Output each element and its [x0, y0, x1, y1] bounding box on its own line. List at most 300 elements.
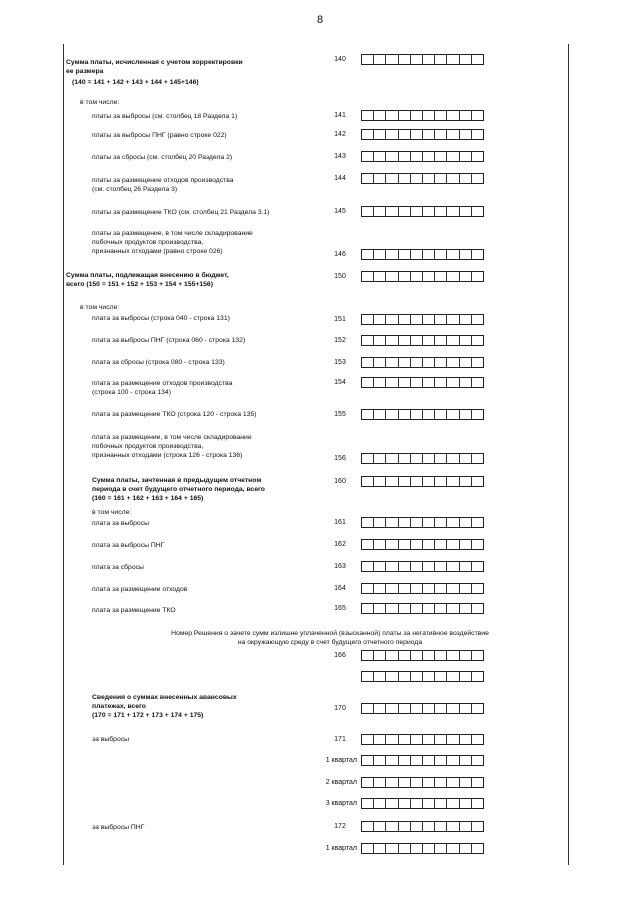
digit-cell[interactable] — [386, 844, 398, 853]
digit-cell[interactable] — [386, 152, 398, 161]
digit-cell[interactable] — [472, 778, 483, 787]
digit-cell[interactable] — [472, 358, 483, 367]
digit-cell[interactable] — [399, 584, 411, 593]
digit-cell[interactable] — [399, 651, 411, 660]
digit-cell[interactable] — [411, 410, 423, 419]
digit-cell[interactable] — [435, 55, 447, 64]
digit-cell[interactable] — [411, 735, 423, 744]
digit-cell[interactable] — [447, 410, 459, 419]
digit-cell[interactable] — [362, 518, 374, 527]
amount-field-155[interactable] — [361, 409, 484, 420]
digit-cell[interactable] — [411, 207, 423, 216]
digit-cell[interactable] — [399, 111, 411, 120]
digit-cell[interactable] — [460, 672, 472, 681]
digit-cell[interactable] — [411, 822, 423, 831]
digit-cell[interactable] — [447, 454, 459, 463]
digit-cell[interactable] — [447, 584, 459, 593]
digit-cell[interactable] — [362, 540, 374, 549]
digit-cell[interactable] — [386, 651, 398, 660]
digit-cell[interactable] — [374, 540, 386, 549]
digit-cell[interactable] — [386, 111, 398, 120]
digit-cell[interactable] — [411, 756, 423, 765]
digit-cell[interactable] — [447, 315, 459, 324]
digit-cell[interactable] — [411, 562, 423, 571]
decision-number-field-2[interactable] — [361, 671, 484, 682]
digit-cell[interactable] — [362, 704, 374, 713]
amount-field-171[interactable] — [361, 734, 484, 745]
digit-cell[interactable] — [423, 250, 435, 259]
digit-cell[interactable] — [362, 604, 374, 613]
digit-cell[interactable] — [435, 336, 447, 345]
digit-cell[interactable] — [374, 822, 386, 831]
digit-cell[interactable] — [362, 756, 374, 765]
digit-cell[interactable] — [399, 378, 411, 387]
digit-cell[interactable] — [472, 672, 483, 681]
digit-cell[interactable] — [362, 778, 374, 787]
digit-cell[interactable] — [399, 844, 411, 853]
digit-cell[interactable] — [386, 315, 398, 324]
amount-field-163[interactable] — [361, 561, 484, 572]
digit-cell[interactable] — [374, 477, 386, 486]
digit-cell[interactable] — [435, 844, 447, 853]
digit-cell[interactable] — [423, 378, 435, 387]
digit-cell[interactable] — [362, 111, 374, 120]
digit-cell[interactable] — [423, 130, 435, 139]
digit-cell[interactable] — [362, 477, 374, 486]
digit-cell[interactable] — [423, 336, 435, 345]
digit-cell[interactable] — [435, 735, 447, 744]
digit-cell[interactable] — [399, 358, 411, 367]
digit-cell[interactable] — [362, 454, 374, 463]
amount-field-170[interactable] — [361, 703, 484, 714]
digit-cell[interactable] — [460, 584, 472, 593]
digit-cell[interactable] — [460, 822, 472, 831]
digit-cell[interactable] — [374, 454, 386, 463]
amount-field-3-квартал[interactable] — [361, 798, 484, 809]
amount-field-161[interactable] — [361, 517, 484, 528]
digit-cell[interactable] — [447, 336, 459, 345]
digit-cell[interactable] — [386, 378, 398, 387]
digit-cell[interactable] — [399, 315, 411, 324]
digit-cell[interactable] — [460, 358, 472, 367]
digit-cell[interactable] — [423, 174, 435, 183]
amount-field-141[interactable] — [361, 110, 484, 121]
digit-cell[interactable] — [447, 111, 459, 120]
digit-cell[interactable] — [411, 315, 423, 324]
amount-field-145[interactable] — [361, 206, 484, 217]
digit-cell[interactable] — [411, 584, 423, 593]
digit-cell[interactable] — [374, 315, 386, 324]
digit-cell[interactable] — [374, 55, 386, 64]
digit-cell[interactable] — [386, 410, 398, 419]
digit-cell[interactable] — [374, 584, 386, 593]
digit-cell[interactable] — [435, 651, 447, 660]
digit-cell[interactable] — [374, 562, 386, 571]
digit-cell[interactable] — [374, 844, 386, 853]
digit-cell[interactable] — [435, 604, 447, 613]
digit-cell[interactable] — [435, 152, 447, 161]
digit-cell[interactable] — [447, 672, 459, 681]
digit-cell[interactable] — [460, 130, 472, 139]
digit-cell[interactable] — [374, 358, 386, 367]
digit-cell[interactable] — [362, 152, 374, 161]
digit-cell[interactable] — [411, 778, 423, 787]
amount-field-153[interactable] — [361, 357, 484, 368]
digit-cell[interactable] — [399, 735, 411, 744]
digit-cell[interactable] — [374, 378, 386, 387]
digit-cell[interactable] — [447, 130, 459, 139]
digit-cell[interactable] — [435, 272, 447, 281]
digit-cell[interactable] — [447, 477, 459, 486]
digit-cell[interactable] — [362, 584, 374, 593]
digit-cell[interactable] — [374, 672, 386, 681]
digit-cell[interactable] — [472, 410, 483, 419]
digit-cell[interactable] — [460, 378, 472, 387]
digit-cell[interactable] — [447, 562, 459, 571]
digit-cell[interactable] — [386, 207, 398, 216]
digit-cell[interactable] — [460, 410, 472, 419]
digit-cell[interactable] — [447, 518, 459, 527]
digit-cell[interactable] — [435, 704, 447, 713]
digit-cell[interactable] — [472, 378, 483, 387]
amount-field-172[interactable] — [361, 821, 484, 832]
digit-cell[interactable] — [447, 756, 459, 765]
digit-cell[interactable] — [386, 174, 398, 183]
digit-cell[interactable] — [472, 174, 483, 183]
amount-field-142[interactable] — [361, 129, 484, 140]
digit-cell[interactable] — [435, 822, 447, 831]
digit-cell[interactable] — [435, 111, 447, 120]
digit-cell[interactable] — [435, 250, 447, 259]
amount-field-160[interactable] — [361, 476, 484, 487]
digit-cell[interactable] — [362, 844, 374, 853]
digit-cell[interactable] — [460, 454, 472, 463]
amount-field-150[interactable] — [361, 271, 484, 282]
digit-cell[interactable] — [374, 111, 386, 120]
digit-cell[interactable] — [472, 55, 483, 64]
digit-cell[interactable] — [386, 562, 398, 571]
digit-cell[interactable] — [399, 410, 411, 419]
amount-field-140[interactable] — [361, 54, 484, 65]
digit-cell[interactable] — [447, 250, 459, 259]
digit-cell[interactable] — [447, 704, 459, 713]
digit-cell[interactable] — [423, 704, 435, 713]
digit-cell[interactable] — [399, 55, 411, 64]
digit-cell[interactable] — [472, 604, 483, 613]
amount-field-1-квартал[interactable] — [361, 755, 484, 766]
digit-cell[interactable] — [447, 778, 459, 787]
digit-cell[interactable] — [472, 454, 483, 463]
digit-cell[interactable] — [472, 822, 483, 831]
digit-cell[interactable] — [435, 672, 447, 681]
digit-cell[interactable] — [423, 822, 435, 831]
digit-cell[interactable] — [399, 778, 411, 787]
digit-cell[interactable] — [374, 336, 386, 345]
amount-field-152[interactable] — [361, 335, 484, 346]
digit-cell[interactable] — [411, 55, 423, 64]
digit-cell[interactable] — [435, 315, 447, 324]
digit-cell[interactable] — [399, 518, 411, 527]
digit-cell[interactable] — [472, 756, 483, 765]
digit-cell[interactable] — [472, 111, 483, 120]
digit-cell[interactable] — [386, 778, 398, 787]
digit-cell[interactable] — [423, 604, 435, 613]
digit-cell[interactable] — [362, 55, 374, 64]
digit-cell[interactable] — [386, 336, 398, 345]
digit-cell[interactable] — [411, 604, 423, 613]
digit-cell[interactable] — [460, 518, 472, 527]
digit-cell[interactable] — [386, 358, 398, 367]
digit-cell[interactable] — [362, 672, 374, 681]
digit-cell[interactable] — [460, 336, 472, 345]
digit-cell[interactable] — [411, 130, 423, 139]
digit-cell[interactable] — [411, 651, 423, 660]
digit-cell[interactable] — [399, 562, 411, 571]
digit-cell[interactable] — [374, 799, 386, 808]
amount-field-162[interactable] — [361, 539, 484, 550]
digit-cell[interactable] — [362, 250, 374, 259]
digit-cell[interactable] — [386, 822, 398, 831]
digit-cell[interactable] — [460, 250, 472, 259]
digit-cell[interactable] — [460, 315, 472, 324]
digit-cell[interactable] — [362, 272, 374, 281]
digit-cell[interactable] — [374, 152, 386, 161]
digit-cell[interactable] — [472, 250, 483, 259]
digit-cell[interactable] — [374, 174, 386, 183]
digit-cell[interactable] — [472, 735, 483, 744]
digit-cell[interactable] — [374, 778, 386, 787]
digit-cell[interactable] — [399, 207, 411, 216]
digit-cell[interactable] — [411, 704, 423, 713]
digit-cell[interactable] — [362, 207, 374, 216]
digit-cell[interactable] — [362, 735, 374, 744]
digit-cell[interactable] — [399, 272, 411, 281]
digit-cell[interactable] — [411, 272, 423, 281]
digit-cell[interactable] — [447, 152, 459, 161]
digit-cell[interactable] — [460, 477, 472, 486]
digit-cell[interactable] — [447, 604, 459, 613]
digit-cell[interactable] — [472, 704, 483, 713]
digit-cell[interactable] — [374, 651, 386, 660]
amount-field-156[interactable] — [361, 453, 484, 464]
digit-cell[interactable] — [423, 410, 435, 419]
digit-cell[interactable] — [423, 584, 435, 593]
digit-cell[interactable] — [399, 152, 411, 161]
digit-cell[interactable] — [435, 562, 447, 571]
digit-cell[interactable] — [399, 174, 411, 183]
digit-cell[interactable] — [472, 130, 483, 139]
digit-cell[interactable] — [374, 518, 386, 527]
digit-cell[interactable] — [435, 378, 447, 387]
digit-cell[interactable] — [423, 152, 435, 161]
digit-cell[interactable] — [374, 410, 386, 419]
amount-field-144[interactable] — [361, 173, 484, 184]
digit-cell[interactable] — [386, 799, 398, 808]
digit-cell[interactable] — [374, 130, 386, 139]
digit-cell[interactable] — [472, 315, 483, 324]
digit-cell[interactable] — [447, 207, 459, 216]
digit-cell[interactable] — [435, 454, 447, 463]
digit-cell[interactable] — [374, 604, 386, 613]
amount-field-143[interactable] — [361, 151, 484, 162]
digit-cell[interactable] — [374, 207, 386, 216]
digit-cell[interactable] — [386, 735, 398, 744]
digit-cell[interactable] — [423, 562, 435, 571]
digit-cell[interactable] — [399, 799, 411, 808]
digit-cell[interactable] — [447, 735, 459, 744]
amount-field-165[interactable] — [361, 603, 484, 614]
digit-cell[interactable] — [423, 778, 435, 787]
digit-cell[interactable] — [386, 672, 398, 681]
amount-field-154[interactable] — [361, 377, 484, 388]
digit-cell[interactable] — [411, 799, 423, 808]
digit-cell[interactable] — [411, 454, 423, 463]
digit-cell[interactable] — [435, 410, 447, 419]
digit-cell[interactable] — [374, 272, 386, 281]
digit-cell[interactable] — [447, 378, 459, 387]
digit-cell[interactable] — [386, 272, 398, 281]
digit-cell[interactable] — [386, 704, 398, 713]
digit-cell[interactable] — [362, 315, 374, 324]
digit-cell[interactable] — [460, 111, 472, 120]
digit-cell[interactable] — [472, 562, 483, 571]
digit-cell[interactable] — [362, 651, 374, 660]
digit-cell[interactable] — [362, 130, 374, 139]
digit-cell[interactable] — [472, 540, 483, 549]
digit-cell[interactable] — [435, 130, 447, 139]
digit-cell[interactable] — [411, 378, 423, 387]
digit-cell[interactable] — [447, 55, 459, 64]
digit-cell[interactable] — [386, 584, 398, 593]
digit-cell[interactable] — [472, 152, 483, 161]
digit-cell[interactable] — [423, 111, 435, 120]
digit-cell[interactable] — [460, 207, 472, 216]
digit-cell[interactable] — [411, 174, 423, 183]
digit-cell[interactable] — [447, 174, 459, 183]
digit-cell[interactable] — [423, 540, 435, 549]
digit-cell[interactable] — [362, 799, 374, 808]
digit-cell[interactable] — [472, 207, 483, 216]
digit-cell[interactable] — [399, 540, 411, 549]
digit-cell[interactable] — [435, 799, 447, 808]
digit-cell[interactable] — [386, 250, 398, 259]
digit-cell[interactable] — [362, 410, 374, 419]
digit-cell[interactable] — [399, 454, 411, 463]
digit-cell[interactable] — [435, 207, 447, 216]
digit-cell[interactable] — [472, 584, 483, 593]
digit-cell[interactable] — [423, 55, 435, 64]
digit-cell[interactable] — [447, 844, 459, 853]
digit-cell[interactable] — [362, 336, 374, 345]
digit-cell[interactable] — [435, 540, 447, 549]
digit-cell[interactable] — [362, 822, 374, 831]
amount-field-1-квартал[interactable] — [361, 843, 484, 854]
digit-cell[interactable] — [399, 704, 411, 713]
digit-cell[interactable] — [399, 477, 411, 486]
digit-cell[interactable] — [399, 336, 411, 345]
digit-cell[interactable] — [472, 844, 483, 853]
digit-cell[interactable] — [411, 540, 423, 549]
digit-cell[interactable] — [472, 272, 483, 281]
digit-cell[interactable] — [460, 174, 472, 183]
digit-cell[interactable] — [460, 540, 472, 549]
digit-cell[interactable] — [435, 756, 447, 765]
decision-number-field-1[interactable] — [361, 650, 484, 661]
digit-cell[interactable] — [460, 651, 472, 660]
digit-cell[interactable] — [386, 756, 398, 765]
digit-cell[interactable] — [447, 799, 459, 808]
digit-cell[interactable] — [411, 336, 423, 345]
digit-cell[interactable] — [447, 358, 459, 367]
digit-cell[interactable] — [472, 651, 483, 660]
digit-cell[interactable] — [435, 358, 447, 367]
digit-cell[interactable] — [374, 756, 386, 765]
digit-cell[interactable] — [435, 518, 447, 527]
digit-cell[interactable] — [374, 250, 386, 259]
digit-cell[interactable] — [460, 604, 472, 613]
digit-cell[interactable] — [423, 651, 435, 660]
digit-cell[interactable] — [411, 250, 423, 259]
digit-cell[interactable] — [423, 799, 435, 808]
digit-cell[interactable] — [423, 358, 435, 367]
digit-cell[interactable] — [460, 272, 472, 281]
digit-cell[interactable] — [460, 756, 472, 765]
amount-field-2-квартал[interactable] — [361, 777, 484, 788]
digit-cell[interactable] — [423, 518, 435, 527]
digit-cell[interactable] — [460, 778, 472, 787]
digit-cell[interactable] — [435, 778, 447, 787]
digit-cell[interactable] — [447, 822, 459, 831]
digit-cell[interactable] — [423, 844, 435, 853]
digit-cell[interactable] — [435, 477, 447, 486]
digit-cell[interactable] — [399, 250, 411, 259]
digit-cell[interactable] — [362, 562, 374, 571]
digit-cell[interactable] — [411, 358, 423, 367]
digit-cell[interactable] — [399, 672, 411, 681]
digit-cell[interactable] — [447, 651, 459, 660]
digit-cell[interactable] — [411, 672, 423, 681]
digit-cell[interactable] — [435, 584, 447, 593]
digit-cell[interactable] — [460, 55, 472, 64]
digit-cell[interactable] — [472, 336, 483, 345]
digit-cell[interactable] — [399, 822, 411, 831]
digit-cell[interactable] — [386, 540, 398, 549]
digit-cell[interactable] — [423, 315, 435, 324]
digit-cell[interactable] — [460, 735, 472, 744]
digit-cell[interactable] — [472, 518, 483, 527]
digit-cell[interactable] — [460, 844, 472, 853]
digit-cell[interactable] — [386, 55, 398, 64]
digit-cell[interactable] — [423, 454, 435, 463]
digit-cell[interactable] — [411, 477, 423, 486]
digit-cell[interactable] — [472, 477, 483, 486]
digit-cell[interactable] — [374, 704, 386, 713]
digit-cell[interactable] — [423, 272, 435, 281]
digit-cell[interactable] — [399, 130, 411, 139]
digit-cell[interactable] — [423, 756, 435, 765]
digit-cell[interactable] — [399, 604, 411, 613]
digit-cell[interactable] — [399, 756, 411, 765]
digit-cell[interactable] — [411, 844, 423, 853]
amount-field-151[interactable] — [361, 314, 484, 325]
amount-field-164[interactable] — [361, 583, 484, 594]
digit-cell[interactable] — [386, 604, 398, 613]
digit-cell[interactable] — [423, 477, 435, 486]
digit-cell[interactable] — [460, 152, 472, 161]
digit-cell[interactable] — [411, 518, 423, 527]
digit-cell[interactable] — [423, 735, 435, 744]
digit-cell[interactable] — [460, 799, 472, 808]
